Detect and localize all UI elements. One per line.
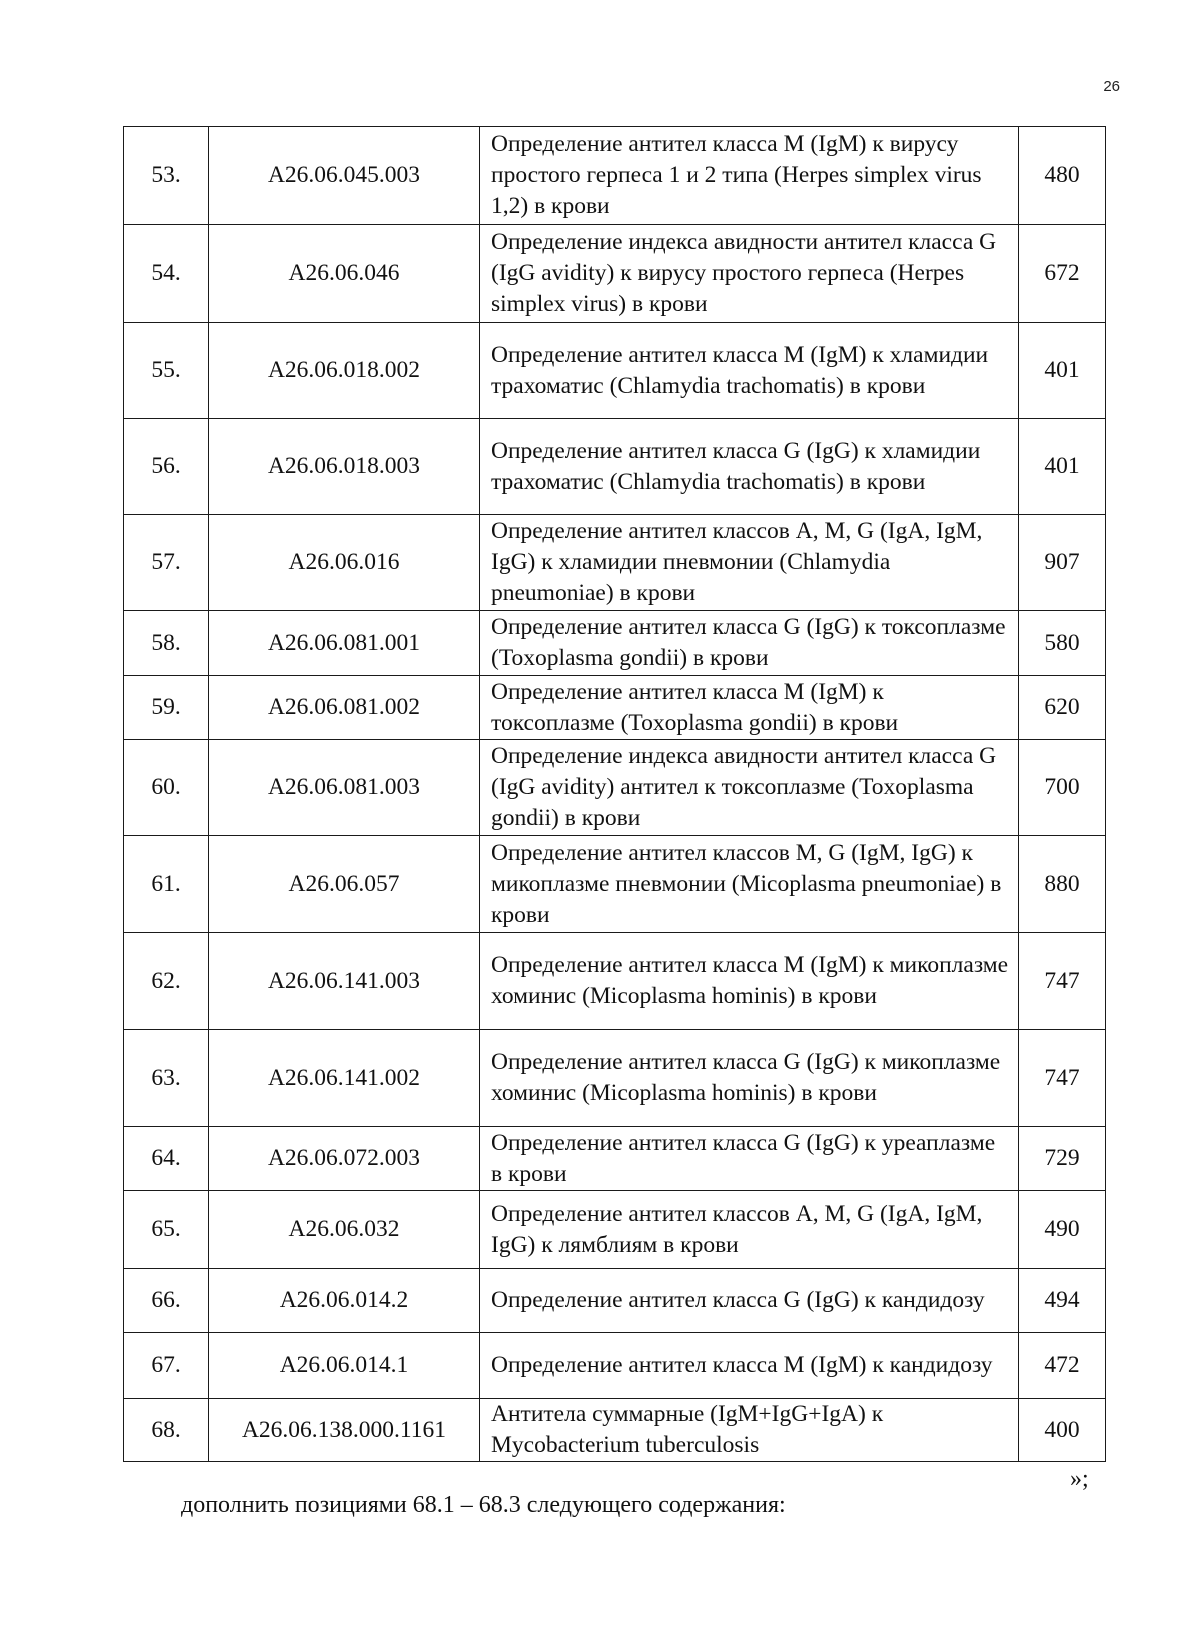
service-code: A26.06.016 (209, 515, 480, 611)
service-price: 747 (1019, 1030, 1106, 1127)
row-number: 61. (124, 836, 209, 933)
service-name: Определение антител класса G (IgG) к микоплазме хоминис (Micoplasma hominis) в крови (480, 1030, 1019, 1127)
service-price: 700 (1019, 740, 1106, 836)
table-row (124, 1333, 1106, 1399)
service-code: A26.06.014.2 (209, 1269, 480, 1333)
service-name: Определение антител класса M (IgM) к вирусу простого герпеса 1 и 2 типа (Herpes simplex virus 1,2) в крови (480, 127, 1019, 225)
service-name: Определение антител классов A, M, G (IgA, IgM, IgG) к лямблиям в крови (480, 1191, 1019, 1269)
service-price: 620 (1019, 676, 1106, 740)
service-name: Антитела суммарные (IgM+IgG+IgA) к Mycobacterium tuberculosis (480, 1399, 1019, 1462)
service-code: A26.06.014.1 (209, 1333, 480, 1399)
table-row (124, 1191, 1106, 1269)
table-row (124, 225, 1106, 323)
table-row (124, 1030, 1106, 1127)
service-price: 401 (1019, 323, 1106, 419)
service-name: Определение индекса авидности антител класса G (IgG avidity) к вирусу простого герпеса (Herpes simplex virus) в крови (480, 225, 1019, 323)
row-number: 64. (124, 1127, 209, 1191)
table-row (124, 1399, 1106, 1462)
table-row (124, 323, 1106, 419)
closing-quote: »; (1070, 1466, 1089, 1492)
service-price: 480 (1019, 127, 1106, 225)
table-row (124, 933, 1106, 1030)
row-number: 65. (124, 1191, 209, 1269)
row-number: 58. (124, 611, 209, 676)
service-code: A26.06.057 (209, 836, 480, 933)
table-row (124, 611, 1106, 676)
service-price: 400 (1019, 1399, 1106, 1462)
service-code: A26.06.138.000.1161 (209, 1399, 480, 1462)
row-number: 68. (124, 1399, 209, 1462)
row-number: 67. (124, 1333, 209, 1399)
service-name: Определение антител классов M, G (IgM, IgG) к микоплазме пневмонии (Micoplasma pneumoniae) в крови (480, 836, 1019, 933)
service-code: A26.06.032 (209, 1191, 480, 1269)
service-code: A26.06.081.001 (209, 611, 480, 676)
service-price: 880 (1019, 836, 1106, 933)
service-price: 580 (1019, 611, 1106, 676)
amendment-instruction: дополнить позициями 68.1 – 68.3 следующего содержания: (181, 1492, 786, 1518)
service-price: 672 (1019, 225, 1106, 323)
service-name: Определение антител классов A, M, G (IgA, IgM, IgG) к хламидии пневмонии (Chlamydia pneumoniae) в крови (480, 515, 1019, 611)
service-price: 729 (1019, 1127, 1106, 1191)
service-name: Определение антител класса G (IgG) к хламидии трахоматис (Chlamydia trachomatis) в крови (480, 419, 1019, 515)
row-number: 53. (124, 127, 209, 225)
service-code: A26.06.018.003 (209, 419, 480, 515)
table-row (124, 740, 1106, 836)
service-code: A26.06.141.002 (209, 1030, 480, 1127)
service-name: Определение антител класса M (IgM) к кандидозу (480, 1333, 1019, 1399)
service-code: A26.06.045.003 (209, 127, 480, 225)
table-row (124, 836, 1106, 933)
service-price: 747 (1019, 933, 1106, 1030)
row-number: 63. (124, 1030, 209, 1127)
table-row (124, 419, 1106, 515)
row-number: 55. (124, 323, 209, 419)
service-code: A26.06.046 (209, 225, 480, 323)
table-row (124, 515, 1106, 611)
table-row (124, 676, 1106, 740)
table-row (124, 1127, 1106, 1191)
service-price: 907 (1019, 515, 1106, 611)
row-number: 60. (124, 740, 209, 836)
page-number: 26 (1103, 78, 1120, 95)
service-code: A26.06.081.003 (209, 740, 480, 836)
service-name: Определение индекса авидности антител класса G (IgG avidity) антител к токсоплазме (Toxoplasma gondii) в крови (480, 740, 1019, 836)
service-name: Определение антител класса G (IgG) к кандидозу (480, 1269, 1019, 1333)
service-code: A26.06.018.002 (209, 323, 480, 419)
row-number: 59. (124, 676, 209, 740)
service-name: Определение антител класса G (IgG) к токсоплазме (Toxoplasma gondii) в крови (480, 611, 1019, 676)
service-code: A26.06.141.003 (209, 933, 480, 1030)
service-name: Определение антител класса G (IgG) к уреаплазме в крови (480, 1127, 1019, 1191)
service-name: Определение антител класса M (IgM) к микоплазме хоминис (Micoplasma hominis) в крови (480, 933, 1019, 1030)
service-name: Определение антител класса M (IgM) к хламидии трахоматис (Chlamydia trachomatis) в крови (480, 323, 1019, 419)
service-code: A26.06.072.003 (209, 1127, 480, 1191)
service-price: 472 (1019, 1333, 1106, 1399)
row-number: 57. (124, 515, 209, 611)
row-number: 54. (124, 225, 209, 323)
table-row (124, 1269, 1106, 1333)
row-number: 56. (124, 419, 209, 515)
service-price: 401 (1019, 419, 1106, 515)
price-table (123, 126, 1106, 1462)
row-number: 62. (124, 933, 209, 1030)
row-number: 66. (124, 1269, 209, 1333)
service-name: Определение антител класса M (IgM) к токсоплазме (Toxoplasma gondii) в крови (480, 676, 1019, 740)
service-price: 490 (1019, 1191, 1106, 1269)
table-row (124, 127, 1106, 225)
service-price: 494 (1019, 1269, 1106, 1333)
service-code: A26.06.081.002 (209, 676, 480, 740)
